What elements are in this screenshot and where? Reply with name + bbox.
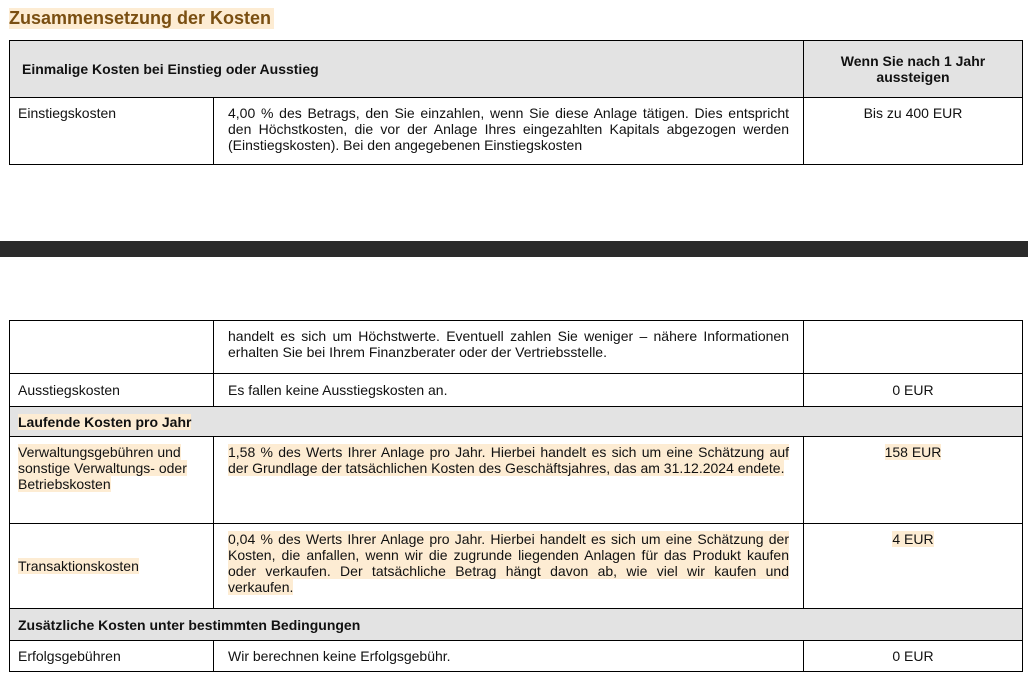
entry-costs-text: 4,00 % des Betrags, den Sie einzahlen, wenn Sie diese Anlage tätigen. Dies entspricht den Höchstkosten, die vor der Anlage Ihres eingezahlten Kapitals abgezogen werden (Einstiegskosten). Bei den angegebenen Einstiegskosten — [214, 98, 804, 165]
costs-continuation-table — [9, 320, 1023, 672]
table-row — [10, 524, 1023, 609]
exit-costs-label: Ausstiegskosten — [10, 374, 214, 407]
running-costs-header — [10, 407, 1023, 437]
empty-label-cell — [10, 321, 214, 374]
management-fees-text: 1,58 % des Werts Ihrer Anlage pro Jahr. Hierbei handelt es sich um eine Schätzung auf der Grundlage der tatsächlichen Kosten des Geschäftsjahres, das am 31.12.2024 endete. — [228, 444, 789, 476]
table-row — [10, 321, 1023, 374]
entry-costs-value: Bis zu 400 EUR — [804, 98, 1023, 165]
management-fees-value: 158 EUR — [884, 444, 942, 460]
transaction-costs-label-cell — [10, 524, 214, 609]
performance-fees-text: Wir berechnen keine Erfolgsgebühr. — [214, 641, 804, 672]
table-row — [10, 437, 1023, 524]
management-fees-value-cell — [804, 437, 1023, 524]
management-fees-label: Verwaltungsgebühren und sonstige Verwaltungs- oder Betriebskosten — [18, 444, 187, 492]
entry-costs-continuation-text: handelt es sich um Höchstwerte. Eventuell zahlen Sie weniger – nähere Informationen erhalten Sie bei Ihrem Finanzberater oder der Vertriebsstelle. — [214, 321, 804, 374]
running-costs-header-label: Laufende Kosten pro Jahr — [18, 413, 192, 430]
one-off-costs-header: Einmalige Kosten bei Einstieg oder Ausstieg — [10, 41, 804, 98]
management-fees-label-cell — [10, 437, 214, 524]
exit-costs-value: 0 EUR — [804, 374, 1023, 407]
table-row — [10, 641, 1023, 672]
table-row — [10, 374, 1023, 407]
transaction-costs-text: 0,04 % des Werts Ihrer Anlage pro Jahr. Hierbei handelt es sich um eine Schätzung der Kosten, die anfallen, wenn wir die zugrunde liegenden Anlagen für das Produkt kaufen oder verkaufen. Der tatsächliche Betrag hängt davon ab, wie viel wir kaufen und verkaufen. — [228, 531, 789, 595]
exit-costs-text: Es fallen keine Ausstiegskosten an. — [214, 374, 804, 407]
performance-fees-label: Erfolgsgebühren — [10, 641, 214, 672]
transaction-costs-value: 4 EUR — [892, 531, 934, 547]
transaction-costs-text-cell — [214, 524, 804, 609]
table-header-row — [10, 41, 1023, 98]
empty-value-cell — [804, 321, 1023, 374]
performance-fees-value: 0 EUR — [804, 641, 1023, 672]
additional-costs-header: Zusätzliche Kosten unter bestimmten Bedingungen — [10, 609, 1023, 641]
table-row — [10, 98, 1023, 165]
transaction-costs-value-cell — [804, 524, 1023, 609]
exit-after-1-year-header: Wenn Sie nach 1 Jahr aussteigen — [804, 41, 1023, 98]
transaction-costs-label: Transaktionskosten — [18, 558, 139, 574]
entry-costs-label: Einstiegskosten — [10, 98, 214, 165]
section-header-row — [10, 407, 1023, 437]
section-title: Zusammensetzung der Kosten — [9, 8, 274, 29]
page-divider-bar — [0, 241, 1028, 257]
section-header-row — [10, 609, 1023, 641]
management-fees-text-cell — [214, 437, 804, 524]
one-off-costs-table — [9, 40, 1023, 165]
